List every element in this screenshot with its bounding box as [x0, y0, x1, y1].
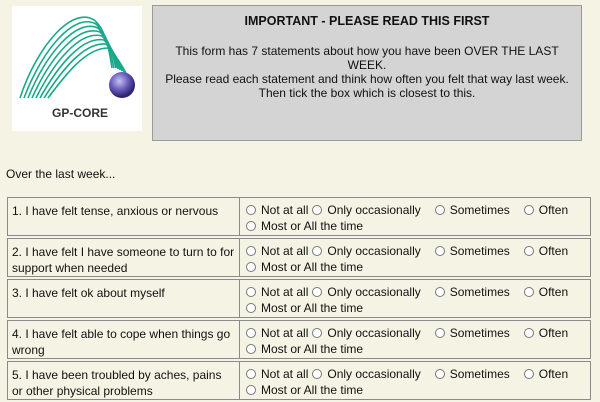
option-label: Sometimes: [449, 367, 510, 381]
question-text: 2. I have felt I have someone to turn to for support when needed: [7, 238, 240, 277]
radio-button[interactable]: [246, 221, 256, 231]
option-label: Most or All the time: [261, 342, 364, 356]
option-label: Only occasionally: [327, 285, 421, 299]
logo-wordmark: GP-CORE: [52, 106, 109, 120]
answer-option[interactable]: [524, 202, 568, 218]
radio-button[interactable]: [524, 246, 534, 256]
radio-button[interactable]: [435, 287, 445, 297]
question-text: 5. I have been troubled by aches, pains or other physical problems: [7, 361, 240, 400]
notice-title: IMPORTANT - PLEASE READ THIS FIRST: [244, 14, 490, 28]
question-row: [7, 279, 591, 318]
radio-button[interactable]: [435, 369, 445, 379]
answer-option[interactable]: [524, 325, 568, 341]
radio-button[interactable]: [435, 205, 445, 215]
answer-option[interactable]: [312, 366, 420, 382]
options-line: [246, 284, 590, 300]
option-label: Most or All the time: [261, 383, 364, 397]
answer-option[interactable]: [246, 259, 363, 275]
option-label: Sometimes: [449, 203, 510, 217]
question-row: [7, 197, 591, 236]
options-line: [246, 202, 590, 218]
option-label: Most or All the time: [261, 301, 364, 315]
answer-options: [240, 320, 591, 359]
option-label: Only occasionally: [327, 326, 421, 340]
option-label: Not at all: [261, 367, 309, 381]
option-label: Not at all: [261, 326, 309, 340]
option-label: Often: [538, 326, 569, 340]
notice-line: Please read each statement and think how often you felt that way last week.: [165, 72, 569, 86]
option-label: Not at all: [261, 203, 309, 217]
question-text: 4. I have felt able to cope when things go wrong: [7, 320, 240, 359]
options-line: [246, 259, 590, 275]
radio-button[interactable]: [524, 287, 534, 297]
radio-button[interactable]: [312, 205, 322, 215]
answer-options: [240, 197, 591, 236]
options-line: [246, 366, 590, 382]
radio-button[interactable]: [246, 344, 256, 354]
answer-options: [240, 279, 591, 318]
question-text: 3. I have felt ok about myself: [7, 279, 240, 318]
question-row: [7, 361, 591, 400]
notice-line: Then tick the box which is closest to this.: [258, 86, 476, 100]
important-notice: [152, 5, 582, 141]
option-label: Sometimes: [449, 285, 510, 299]
answer-option[interactable]: [246, 382, 363, 398]
answer-option[interactable]: [246, 341, 363, 357]
answer-options: [240, 238, 591, 277]
option-label: Often: [538, 244, 569, 258]
questionnaire-table: [7, 197, 591, 402]
answer-option[interactable]: [524, 366, 568, 382]
gp-core-logo: [12, 6, 142, 131]
radio-button[interactable]: [312, 369, 322, 379]
notice-line: This form has 7 statements about how you have been OVER THE LAST WEEK.: [175, 44, 559, 72]
question-row: [7, 238, 591, 277]
answer-option[interactable]: [246, 366, 308, 382]
answer-option[interactable]: [524, 284, 568, 300]
options-line: [246, 243, 590, 259]
answer-option[interactable]: [524, 243, 568, 259]
radio-button[interactable]: [312, 328, 322, 338]
option-label: Sometimes: [449, 244, 510, 258]
options-line: [246, 300, 590, 316]
option-label: Not at all: [261, 285, 309, 299]
option-label: Often: [538, 203, 569, 217]
answer-option[interactable]: [246, 325, 308, 341]
answer-option[interactable]: [246, 218, 363, 234]
answer-option[interactable]: [246, 284, 308, 300]
radio-button[interactable]: [524, 369, 534, 379]
notice-body: [153, 44, 581, 100]
radio-button[interactable]: [524, 328, 534, 338]
answer-option[interactable]: [435, 243, 510, 259]
option-label: Often: [538, 285, 569, 299]
intro-text: Over the last week...: [6, 167, 116, 181]
radio-button[interactable]: [435, 328, 445, 338]
radio-button[interactable]: [312, 246, 322, 256]
radio-button[interactable]: [246, 205, 256, 215]
radio-button[interactable]: [246, 262, 256, 272]
option-label: Only occasionally: [327, 244, 421, 258]
radio-button[interactable]: [312, 287, 322, 297]
option-label: Most or All the time: [261, 219, 364, 233]
answer-option[interactable]: [435, 284, 510, 300]
option-label: Often: [538, 367, 569, 381]
answer-option[interactable]: [246, 243, 308, 259]
radio-button[interactable]: [524, 205, 534, 215]
radio-button[interactable]: [246, 303, 256, 313]
answer-option[interactable]: [435, 366, 510, 382]
radio-button[interactable]: [246, 287, 256, 297]
radio-button[interactable]: [246, 385, 256, 395]
question-row: [7, 320, 591, 359]
option-label: Only occasionally: [327, 367, 421, 381]
answer-options: [240, 361, 591, 400]
answer-option[interactable]: [435, 325, 510, 341]
question-text: 1. I have felt tense, anxious or nervous: [7, 197, 240, 236]
option-label: Most or All the time: [261, 260, 364, 274]
options-line: [246, 218, 590, 234]
option-label: Only occasionally: [327, 203, 421, 217]
answer-option[interactable]: [312, 284, 420, 300]
answer-option[interactable]: [312, 325, 420, 341]
answer-option[interactable]: [435, 202, 510, 218]
answer-option[interactable]: [246, 300, 363, 316]
option-label: Sometimes: [449, 326, 510, 340]
options-line: [246, 382, 590, 398]
radio-button[interactable]: [246, 328, 256, 338]
options-line: [246, 341, 590, 357]
answer-option[interactable]: [312, 243, 420, 259]
options-line: [246, 325, 590, 341]
option-label: Not at all: [261, 244, 309, 258]
radio-button[interactable]: [246, 369, 256, 379]
answer-option[interactable]: [246, 202, 308, 218]
radio-button[interactable]: [246, 246, 256, 256]
radio-button[interactable]: [435, 246, 445, 256]
answer-option[interactable]: [312, 202, 420, 218]
